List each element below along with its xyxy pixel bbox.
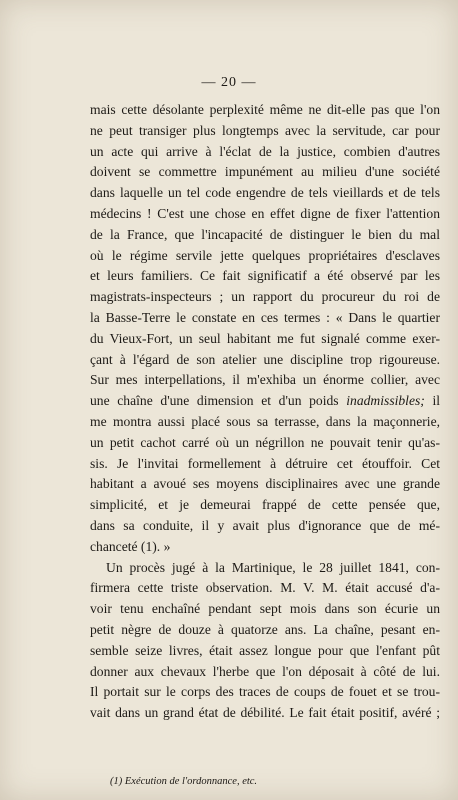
text-line: un petit cachot carré où un négrillon ne pouvait tenir qu'as- xyxy=(90,434,440,450)
text-line: du Vieux-Fort, un seul habitant me fut signalé comme exer- xyxy=(90,330,440,346)
text-line: dans sa conduite, il y avait plus d'ignorance que de mé- xyxy=(90,517,440,533)
footnote: (1) Exécution de l'ordonnance, etc. xyxy=(110,776,258,787)
text-line: mais cette désolante perplexité même ne dit-elle pas que l'on xyxy=(90,102,440,117)
text-line: chanceté (1). » xyxy=(90,538,171,554)
text-line: ne peut transiger plus longtemps avec la servitude, car pour xyxy=(90,122,440,138)
emphasis-text: inadmissibles; xyxy=(346,393,425,409)
text-line-with-emphasis xyxy=(90,391,440,412)
text-line: vait dans un grand état de débilité. Le fait était positif, avéré ; xyxy=(90,705,440,721)
text-line: où le régime servile jette quelques propriétaires d'esclaves xyxy=(90,247,440,263)
text-line: voir tenu enchaîné pendant sept mois dans son écurie un xyxy=(90,601,440,617)
text-line: simplicité, et je demeurai frappé de cette pensée que, xyxy=(90,497,440,513)
text-line: dans laquelle un tel code engendre de tels vieillards et de tels xyxy=(90,185,440,201)
text-line: Sur mes interpellations, il m'exhiba un énorme collier, avec xyxy=(90,372,440,388)
text-line: doivent se commettre impunément au milieu d'une société xyxy=(90,164,440,180)
text-segment: une chaîne d'une dimension et d'un poids xyxy=(90,393,339,409)
paragraph-first-line: Un procès jugé à la Martinique, le 28 juillet 1841, con- xyxy=(106,559,440,575)
text-line: et leurs familiers. Ce fait significatif a été observé par les xyxy=(90,268,440,284)
text-segment: il xyxy=(424,393,441,409)
page-number: — 20 — xyxy=(201,75,257,90)
text-line: donner aux chevaux l'herbe que l'on déposait à côté de lui. xyxy=(90,663,440,679)
text-line: Il portait sur le corps des traces de coups de fouet et se trou- xyxy=(90,684,440,700)
text-line: petit nègre de douze à quatorze ans. La chaîne, pesant en- xyxy=(90,621,440,637)
text-line: magistrats-inspecteurs ; un rapport du procureur du roi de xyxy=(90,289,440,305)
text-line: la Basse-Terre le constate en ces termes : « Dans le quartier xyxy=(90,309,440,325)
text-line: çant à l'égard de son atelier une discipline trop rigoureuse. xyxy=(90,351,440,367)
text-line: de la France, que l'incapacité de distinguer le bien du mal xyxy=(90,226,440,242)
text-line: un acte qui arrive à l'éclat de la justice, combien d'autres xyxy=(90,143,440,159)
text-line: sis. Je l'invitai formellement à détruire cet étouffoir. Cet xyxy=(90,455,440,471)
body-text xyxy=(90,100,440,724)
text-line: me montra aussi placé sous sa terrasse, dans la maçonnerie, xyxy=(90,413,440,429)
text-line: firmera cette triste observation. M. V. M. était accusé d'a- xyxy=(90,580,440,596)
text-line: habitant a avoué ses moyens disciplinaires avec une grande xyxy=(90,476,440,492)
text-line: semble seize livres, était assez longue pour que l'enfant pût xyxy=(90,642,440,658)
text-line: médecins ! C'est une chose en effet digne de fixer l'attention xyxy=(90,205,440,221)
